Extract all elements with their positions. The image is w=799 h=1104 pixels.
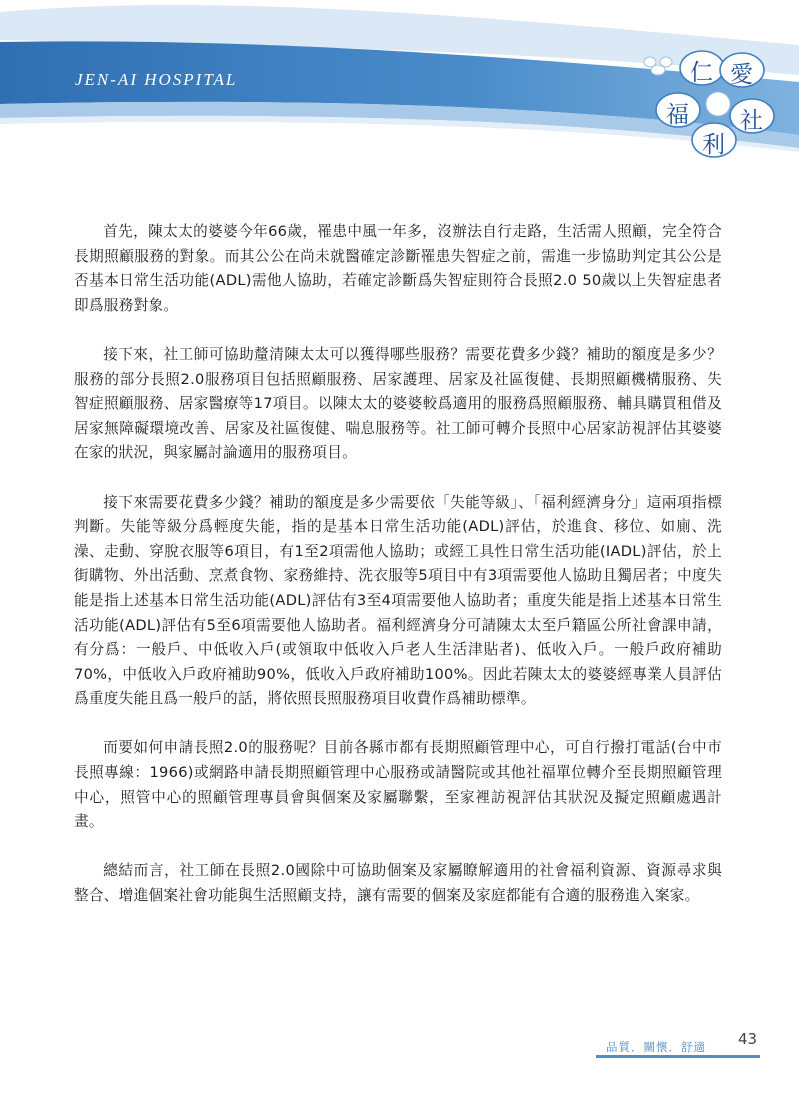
- page-number: 43: [738, 1030, 758, 1048]
- footer-slogan: 品質．關懷．舒適: [606, 1040, 706, 1054]
- welfare-badge: [640, 40, 790, 175]
- badge-char-5: 利: [702, 132, 725, 158]
- paragraph-5: 總結而言，社工師在長照2.0國除中可協助個案及家屬瞭解適用的社會福利資源、資源尋求與整合、增進個案社會功能與生活照顧支持，讓有需要的個案及家庭都能有合適的服務進入案家。: [74, 862, 722, 905]
- paragraph-2: 接下來，社工師可協助釐清陳太太可以獲得哪些服務？需要花費多少錢？補助的額度是多少？ 服務的部分長照2.0服務項目包括照顧服務、居家護理、居家及社區復健、長期照顧機構服務、失智症照顧服務、居家醫療等17項目。以陳太太的婆婆較爲適用的服務爲照顧服務、輔具購買租借及居家無障礙環境改善、居家及社區復健、喘息服務等。社工師可轉介長照中心居家訪視評估其婆婆在家的狀況，與家屬討論適用的服務項目。: [74, 345, 722, 462]
- badge-char-4: 社: [740, 108, 763, 134]
- paragraph-1: 首先，陳太太的婆婆今年66歲，罹患中風一年多，沒辦法自行走路，生活需人照顧，完全符合長期照顧服務的對象。而其公公在尚未就醫確定診斷罹患失智症之前，需進一步協助判定其公公是否基本日常生活功能(ADL)需他人協助，若確定診斷爲失智症則符合長照2.0 50歲以上失智症患者即爲服務對象。: [74, 223, 722, 314]
- page-header: [0, 0, 799, 180]
- badge-char-3: 福: [666, 102, 689, 128]
- badge-char-1: 仁: [690, 60, 713, 86]
- hospital-name: JEN-AI HOSPITAL: [75, 70, 238, 89]
- paragraph-3: 接下來需要花費多少錢？補助的額度是多少需要依「失能等級」、「福利經濟身分」這兩項指標判斷。失能等級分爲輕度失能，指的是基本日常生活功能(ADL)評估，於進食、移位、如廁、洗澡、走動、穿脫衣服等6項目，有1至2項需他人協助；或經工具性日常生活功能(IADL)評估，於上街購物、外出活動、烹煮食物、家務維持、洗衣服等5項目中有3項需要他人協助且獨居者；中度失能是指上述基本日常生活功能(ADL)評估有3至4項需要他人協助者；重度失能是指上述基本日常生活功能(ADL)評估有5至6項需要他人協助者。福利經濟身分可請陳太太至戶籍區公所社會課申請，有分爲：一般戶、中低收入戶(或領取中低收入戶老人生活津貼者)、低收入戶。一般戶政府補助70%，中低收入戶政府補助90%，低收入戶政府補助100%。因此若陳太太的婆婆經專業人員評估爲重度失能且爲一般戶的話，將依照長照服務項目收費作爲補助標準。: [74, 493, 722, 708]
- footer-divider: [596, 1055, 760, 1058]
- paragraph-4: 而要如何申請長照2.0的服務呢？目前各縣市都有長期照顧管理中心，可自行撥打電話(台中市長照專線：1966)或網路申請長期照顧管理中心服務或請醫院或其他社福單位轉介至長期照顧管理中心，照管中心的照顧管理專員會與個案及家屬聯繫，至家裡訪視評估其狀況及擬定照顧處遇計畫。: [74, 739, 722, 831]
- article-body: [74, 220, 722, 933]
- badge-char-2: 愛: [730, 62, 753, 88]
